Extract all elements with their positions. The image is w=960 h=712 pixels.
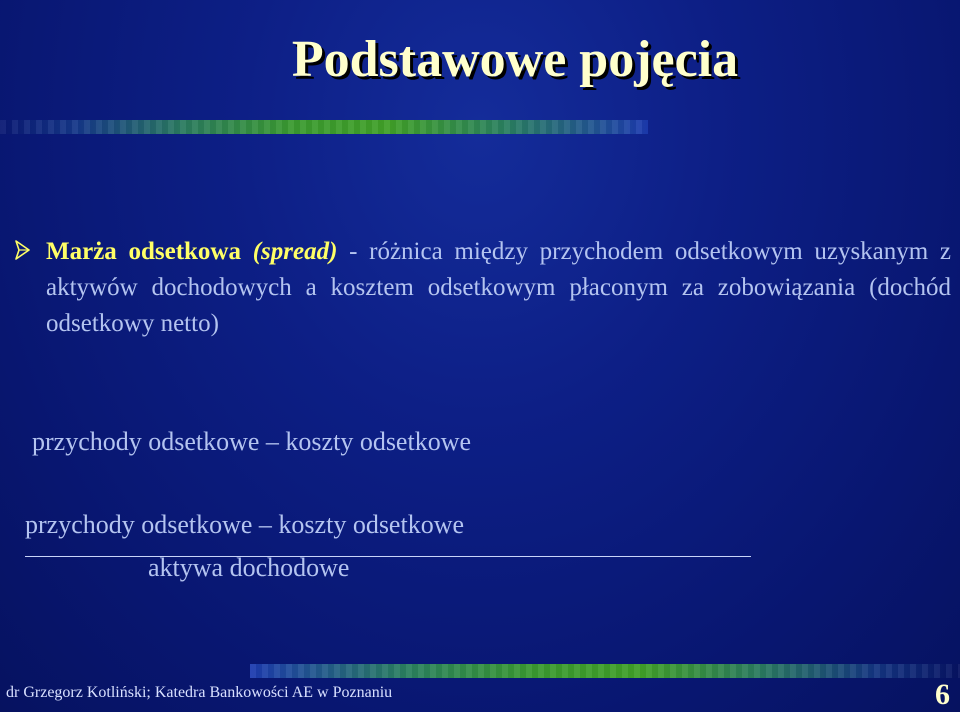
- slide-title: Podstawowe pojęcia: [291, 31, 739, 88]
- definition-text: - różnica między przychodem odsetkowym uzyskanym z aktywów dochodowych a kosztem odsetkowym płaconym za zobowiązania (dochód odsetkowy netto): [46, 238, 952, 337]
- top-decorative-bar: [0, 120, 648, 134]
- bottom-decorative-bar: [250, 664, 960, 678]
- formula-denominator: aktywa dochodowe: [148, 553, 350, 582]
- arrowhead-bullet-icon: [10, 238, 34, 262]
- definition-paragraph: [46, 234, 951, 342]
- definition-term: Marża odsetkowa: [46, 238, 241, 265]
- formula-difference: przychody odsetkowe – koszty odsetkowe: [32, 427, 472, 456]
- formula-numerator: przychody odsetkowe – koszty odsetkowe: [25, 510, 465, 539]
- page-number: 6: [935, 678, 950, 711]
- footer-author: dr Grzegorz Kotliński; Katedra Bankowości AE w Poznaniu: [6, 684, 393, 701]
- fraction-line: [25, 556, 751, 557]
- definition-term-english: (spread): [252, 238, 338, 265]
